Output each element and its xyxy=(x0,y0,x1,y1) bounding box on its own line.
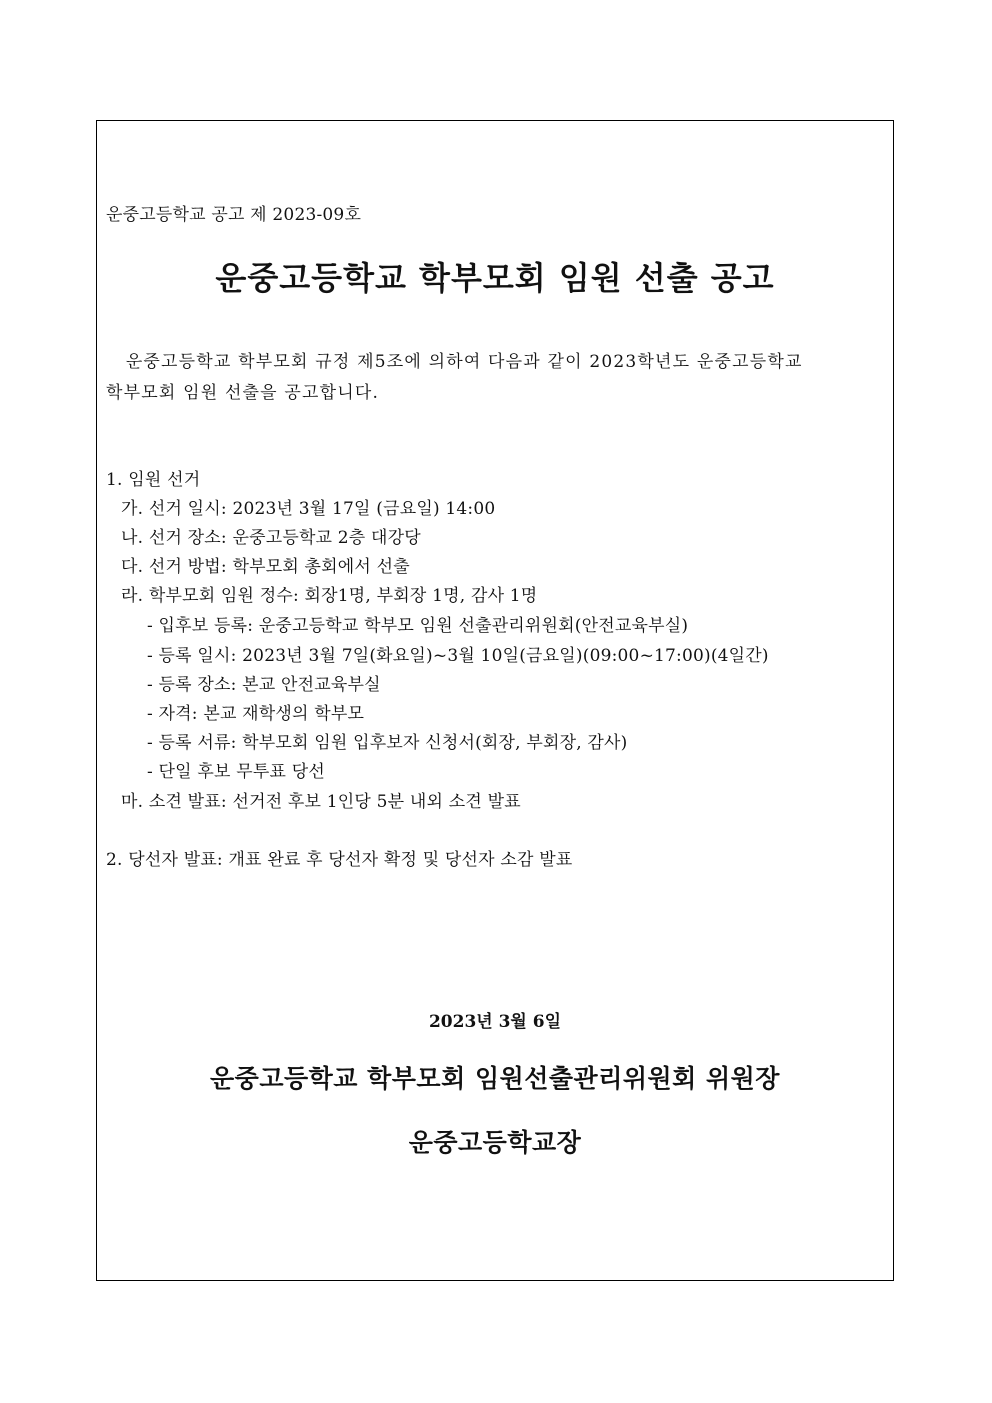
section-1-item-da: 다. 선거 방법: 학부모회 총회에서 선출 xyxy=(121,557,410,577)
section-2-heading: 2. 당선자 발표: 개표 완료 후 당선자 확정 및 당선자 소감 발표 xyxy=(106,850,573,870)
notice-number: 운중고등학교 공고 제 2023-09호 xyxy=(106,205,362,225)
intro-line-2: 학부모회 임원 선출을 공고합니다. xyxy=(106,383,380,403)
section-1-item-ra: 라. 학부모회 임원 정수: 회장1명, 부회장 1명, 감사 1명 xyxy=(121,586,538,606)
page-title: 운중고등학교 학부모회 임원 선출 공고 xyxy=(215,259,775,297)
section-1-item-na: 나. 선거 장소: 운중고등학교 2층 대강당 xyxy=(121,528,421,548)
intro-line-1 xyxy=(106,351,803,373)
signature-principal: 운중고등학교장 xyxy=(408,1128,582,1157)
sub-item-single-candidate: - 단일 후보 무투표 당선 xyxy=(147,762,325,782)
sub-item-qualification: - 자격: 본교 재학생의 학부모 xyxy=(147,704,365,724)
intro-text-1: 운중고등학교 학부모회 규정 제5조에 의하여 다음과 같이 2023학년도 운중고등학교 xyxy=(125,352,803,372)
announcement-date: 2023년 3월 6일 xyxy=(428,1012,562,1032)
sub-item-registration-place: - 등록 장소: 본교 안전교육부실 xyxy=(147,675,381,695)
sub-item-registration-period: - 등록 일시: 2023년 3월 7일(화요일)~3월 10일(금요일)(09:00~17:00)(4일간) xyxy=(147,646,769,666)
section-1-item-ga: 가. 선거 일시: 2023년 3월 17일 (금요일) 14:00 xyxy=(121,499,496,519)
sub-item-registration: - 입후보 등록: 운중고등학교 학부모 임원 선출관리위원회(안전교육부실) xyxy=(147,616,689,636)
section-1-item-ma: 마. 소견 발표: 선거전 후보 1인당 5분 내외 소견 발표 xyxy=(121,792,521,812)
section-1-heading: 1. 임원 선거 xyxy=(106,470,201,490)
sub-item-documents: - 등록 서류: 학부모회 임원 입후보자 신청서(회장, 부회장, 감사) xyxy=(147,733,628,753)
signature-committee-chair: 운중고등학교 학부모회 임원선출관리위원회 위원장 xyxy=(210,1064,780,1093)
